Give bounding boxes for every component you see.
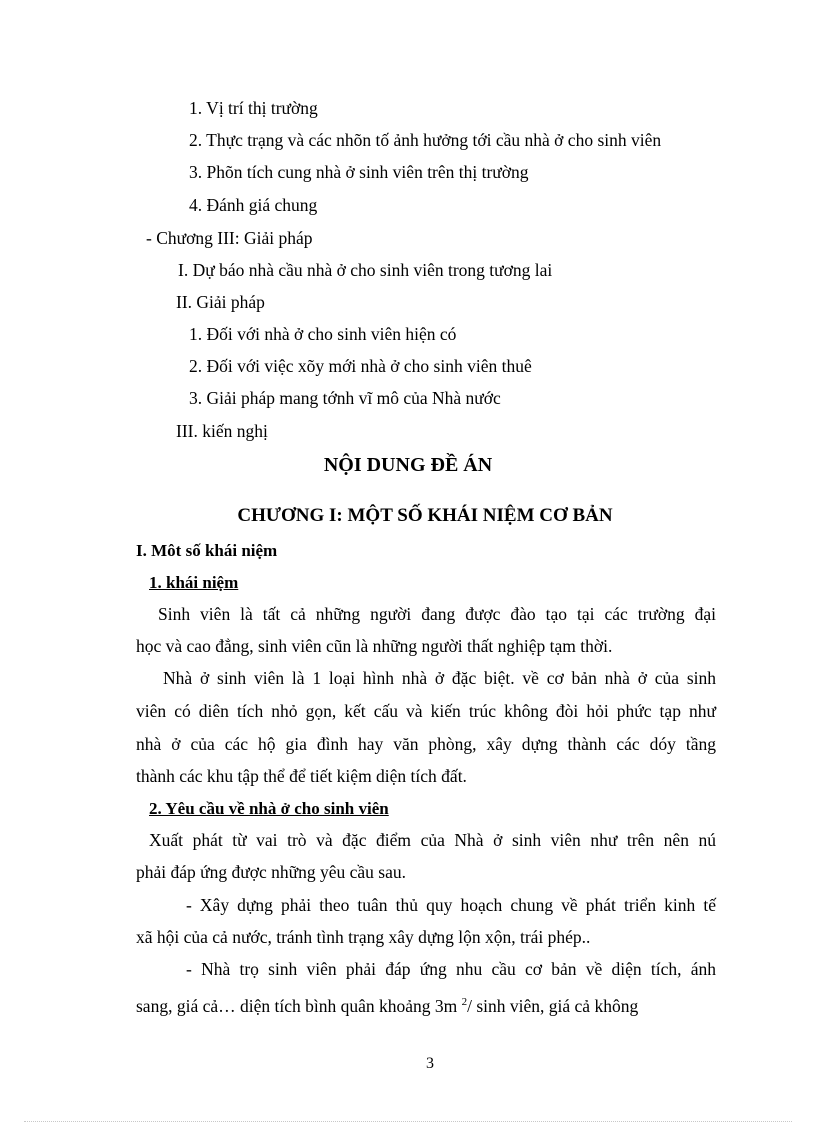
toc-item-ii-1: 1. Đối với nhà ở cho sinh viên hiện có	[189, 324, 457, 344]
paragraph-line: nhà ở của các hộ gia đình hay văn phòng, xây dựng thành các dóy tầng	[136, 734, 716, 754]
text-fragment: sang, giá cả… diện tích bình quân khoảng 3m	[136, 996, 458, 1016]
superscript: 2	[461, 996, 468, 1008]
toc-item-i: I. Dự báo nhà cầu nhà ở cho sinh viên trong tương lai	[178, 260, 553, 280]
toc-item-4: 4. Đánh giá chung	[189, 195, 318, 215]
paragraph-line: - Nhà trọ sinh viên phải đáp ứng nhu cầu cơ bản về diện tích, ánh	[186, 959, 716, 979]
toc-chapter-3: - Chương III: Giải pháp	[146, 228, 313, 248]
toc-item-ii-3: 3. Giải pháp mang tớnh vĩ mô của Nhà nước	[189, 388, 501, 408]
text-fragment: / sinh viên, giá cả không	[467, 996, 639, 1016]
paragraph-line: Nhà ở sinh viên là 1 loại hình nhà ở đặc biệt. về cơ bản nhà ở của sinh	[163, 668, 716, 688]
toc-item-ii: II. Giải pháp	[176, 292, 265, 312]
paragraph-line: - Xây dựng phải theo tuân thủ quy hoạch chung về phát triển kinh tế	[186, 895, 716, 915]
section-heading: I. Môt số khái niệm	[136, 541, 278, 560]
toc-item-1: 1. Vị trí thị trường	[189, 98, 318, 118]
paragraph-line: Sinh viên là tất cả những người đang được đào tạo tại các trường đại	[158, 604, 716, 624]
toc-item-3: 3. Phõn tích cung nhà ở sinh viên trên thị trường	[189, 162, 529, 182]
toc-item-iii: III. kiến nghị	[176, 421, 268, 441]
chapter-title: CHƯƠNG I: MỘT SỐ KHÁI NIỆM CƠ BẢN	[237, 505, 613, 526]
toc-item-2: 2. Thực trạng và các nhõn tố ảnh hưởng tới cầu nhà ở cho sinh viên	[189, 130, 662, 150]
paragraph-line: xã hội của cả nước, tránh tình trạng xây dựng lộn xộn, trái phép..	[136, 927, 591, 947]
page-number: 3	[426, 1055, 434, 1072]
paragraph-line	[136, 991, 638, 1017]
paragraph-line: học và cao đẳng, sinh viên cũn là những người thất nghiệp tạm thời.	[136, 636, 613, 656]
document-title: NỘI DUNG ĐỀ ÁN	[323, 454, 493, 476]
page-bottom-divider	[24, 1121, 792, 1122]
subsection-heading-1: 1. khái niệm	[149, 573, 239, 592]
paragraph-line: Xuất phát từ vai trò và đặc điểm của Nhà ở sinh viên như trên nên nú	[149, 830, 716, 850]
paragraph-line: viên có diên tích nhỏ gọn, kết cấu và kiến trúc không đòi hỏi phức tạp như	[136, 701, 716, 721]
paragraph-line: phải đáp ứng được những yêu cầu sau.	[136, 862, 407, 882]
subsection-heading-2: 2. Yêu cầu về nhà ở cho sinh viên	[149, 799, 389, 818]
paragraph-line: thành các khu tập thể để tiết kiệm diện tích đất.	[136, 766, 467, 786]
toc-item-ii-2: 2. Đối với việc xõy mới nhà ở cho sinh viên thuê	[189, 356, 532, 376]
